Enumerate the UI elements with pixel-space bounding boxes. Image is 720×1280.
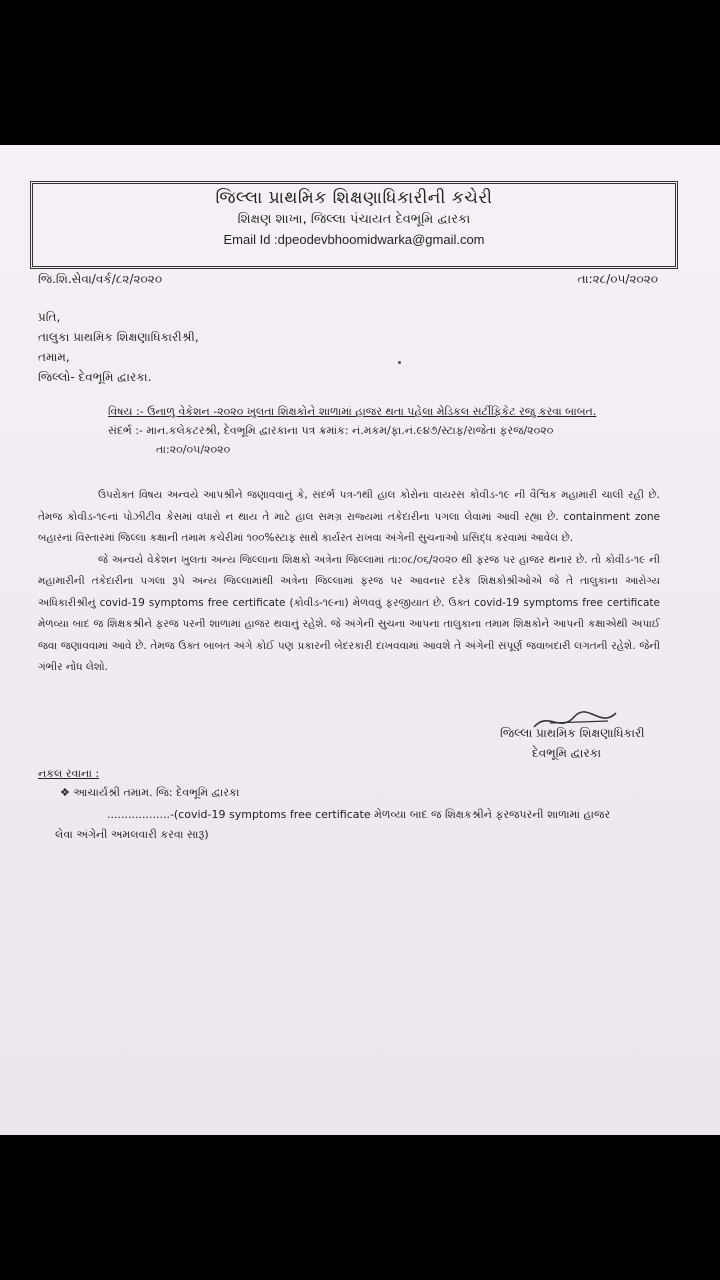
reference-number: જિ.શિ.સેવા/વર્ક/૮૨/૨૦૨૦: [38, 272, 163, 286]
signature-block: [500, 723, 645, 763]
copy-note: [55, 805, 665, 845]
copy-note-line: લેવા અંગેની અમલવારી કરવા સારૂ): [55, 828, 209, 841]
copy-heading: નકલ રવાના :: [38, 767, 100, 780]
subject-reference-date: તા:૨૦/૦૫/૨૦૨૦: [156, 443, 231, 456]
subject-reference: સંદર્ભ :- માન.કલેકટરશ્રી, દેવભૂમિ દ્વારકાના પત્ર ક્રમાંક: નં.મકમ/ફા.નં.૯૪૭/સ્ટાફ/રાજેતા ફરજ/૨૦૨૦: [108, 424, 554, 437]
letterhead-box: [30, 181, 678, 269]
recipient-address: [38, 307, 199, 387]
letter-date: તા:૨૮/૦૫/૨૦૨૦: [577, 272, 658, 286]
body-paragraph-2: જે અન્વયે વેકેશન ખુલતા અન્ય જિલ્લાના શિક્ષકો અત્રેના જિલ્લામાં તા:૦૮/૦૬/૨૦૨૦ થી ફરજ પર હાજર થનાર છે. તો કોવીડ-૧૯ ની મહામારીની તકેદારીના પગલા રૂપે અન્ય જિલ્લામાંથી અત્રેના જિલ્લામાં ફરજ પર આવનાર દરેક શિક્ષકોશ્રીઓએ જે તે તાલુકાના આરોગ્ય અધિકારીશ્રીનું covid-19 symptoms free certificate (કોવીડ-૧૯ના) મેળવવું ફરજીયાત છે. ઉક્ત covid-19 symptoms free certificate મેળવ્યા બાદ જ શિક્ષકશ્રીને ફરજ પરની શાળામાં હાજર થવાનું રહેશે. જે અંગેની સુચના આપના તાલુકાના તમામ શિક્ષકોને આપની કક્ષાએથી અપાઈ જવા જણાવવામાં આવે છે. તેમજ ઉક્ત બાબત અંગે કોઈ પણ પ્રકારની બેદરકારી દાખવવામાં આવશે તે અંગેની સંપૂર્ણ જવાબદારી લગતની રહેશે. જેની ગંભીર નોંધ લેશો.: [38, 553, 660, 673]
recipient-line: પ્રતિ,: [38, 310, 61, 324]
copy-recipient: ❖ આચાર્યશ્રી તમામ. જિ: દેવભૂમિ દ્વારકા: [60, 786, 240, 799]
recipient-line: તાલુકા પ્રાથમિક શિક્ષણાધિકારીશ્રી,: [38, 330, 199, 344]
copy-note-line: ..................-(covid-19 symptoms free certificate મેળવ્યા બાદ જ શિક્ષકશ્રીને ફરજપરની શાળામાં હાજર: [107, 808, 611, 821]
ink-dot: [398, 361, 401, 364]
subject-line: વિષય :- ઉનાળુ વેકેશન -૨૦૨૦ ખુલતા શિક્ષકોને શાળામાં હાજર થતા પહેલા મેડિકલ સર્ટીફિકેટ રજુ કરવા બાબત.: [108, 405, 597, 418]
office-title: જિલ્લા પ્રાથમિક શિક્ષણાધિકારીની કચેરી: [215, 188, 493, 208]
recipient-line: જિલ્લો- દેવભૂમિ દ્વારકા.: [38, 370, 152, 384]
letter-body: [38, 485, 660, 679]
recipient-line: તમામ,: [38, 350, 70, 364]
signatory-designation: જિલ્લા પ્રાથમિક શિક્ષણાધિકારી: [500, 726, 645, 740]
signatory-location: દેવભૂમિ દ્વારકા: [532, 746, 602, 760]
letter-page: [0, 145, 720, 1135]
body-paragraph-1: ઉપરોક્ત વિષય અન્વયે આપશ્રીને જણાવવાનું કે, સંદર્ભ પત્ર-૧થી હાલ કોરોના વાયરસ કોવીડ-૧૯ ની વૈશ્વિક મહામારી ચાલી રહી છે. તેમજ કોવીડ-૧૯નાં પોઝીટીવ કેસમાં વધારો ન થાય તે માટે હાલ સમગ્ર રાજ્યમાં તકેદારીના પગલા લેવામાં આવી રહ્યા છે. containment zone બહારનાં વિસ્તારમાં જિલ્લા કક્ષાની તમામ કચેરીમાં ૧૦૦%સ્ટાફ સાથે કાર્યરત રાખવા અંગેની સુચનાઓ પ્રસિદ્ધ કરવામાં આવેલ છે.: [38, 489, 660, 544]
office-email: Email Id :dpeodevbhoomidwarka@gmail.com: [223, 232, 485, 247]
subject-block: [108, 402, 668, 459]
office-subtitle: શિક્ષણ શાખા, જિલ્લા પંચાયત દેવભૂમિ દ્વારકા: [237, 212, 471, 227]
